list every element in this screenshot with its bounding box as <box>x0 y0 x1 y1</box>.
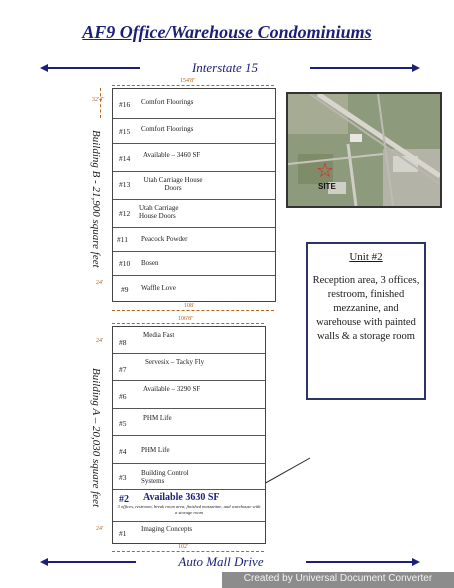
unit-tenant: Available 3630 SF <box>143 492 220 503</box>
aerial-site-map <box>286 92 442 208</box>
converter-watermark: Created by Universal Document Converter <box>222 572 454 588</box>
unit-number: #1 <box>119 529 127 538</box>
unit-tenant: Bosen <box>141 259 159 267</box>
unit-number: #11 <box>117 235 128 244</box>
unit-10[interactable] <box>113 251 275 276</box>
unit-tenant: Utah Carriage House Doors <box>143 176 203 192</box>
unit-4[interactable] <box>113 435 265 464</box>
unit-number: #13 <box>119 180 131 189</box>
road-top-label: Interstate 15 <box>191 60 259 75</box>
unit-number: #4 <box>119 447 127 456</box>
unit-tenant: Comfort Floorings <box>141 125 194 133</box>
unit-2[interactable] <box>113 489 265 522</box>
page-title: AF9 Office/Warehouse Condominiums <box>82 22 372 42</box>
unit-tenant: Peacock Powder <box>141 235 188 243</box>
building-b-label: Building B - 21,900 square feet <box>90 130 102 268</box>
unit-7[interactable] <box>113 353 265 381</box>
unit-number: #3 <box>119 473 127 482</box>
site-star-icon: ☆ <box>316 158 334 182</box>
unit-tenant: Waffle Love <box>141 284 176 292</box>
unit-12[interactable] <box>113 199 275 228</box>
unit-tenant: PHM Life <box>143 414 172 422</box>
road-bottom <box>40 554 420 570</box>
unit-number: #6 <box>119 392 127 401</box>
arrow-right-icon <box>412 64 420 72</box>
unit-tenant: PHM Life <box>141 446 170 454</box>
road-line-right <box>306 561 412 563</box>
arrow-right-icon <box>412 558 420 566</box>
road-line-right <box>310 67 412 69</box>
unit-tenant: Utah Carriage House Doors <box>139 204 179 220</box>
building-a-depth-bottom: 24' <box>96 526 104 532</box>
unit-number: #16 <box>119 100 131 109</box>
unit-number: #14 <box>119 154 131 163</box>
unit-number: #9 <box>121 285 129 294</box>
unit-number: #8 <box>119 338 127 347</box>
unit-9[interactable] <box>113 275 275 301</box>
unit-15[interactable] <box>113 118 275 144</box>
building-b-depth-bottom: 24' <box>96 280 104 286</box>
unit-tenant: Building Control Systems <box>141 469 189 485</box>
unit-6[interactable] <box>113 380 265 409</box>
arrow-left-icon <box>40 558 48 566</box>
building-b-width-bottom-line <box>112 310 274 311</box>
unit-14[interactable] <box>113 143 275 172</box>
unit-13[interactable] <box>113 171 275 200</box>
building-a-width-top: 106'8" <box>178 316 194 322</box>
building-b <box>112 88 276 302</box>
unit-number: #7 <box>119 365 127 374</box>
aerial-map-image <box>288 94 440 206</box>
unit-3[interactable] <box>113 463 265 490</box>
unit-number: #15 <box>119 127 131 136</box>
callout-heading: Unit #2 <box>349 251 383 263</box>
callout-body: Reception area, 3 offices, restroom, finished mezzanine, and warehouse with painted walls & a storage room <box>312 275 420 342</box>
unit-8[interactable] <box>113 327 265 354</box>
unit-5[interactable] <box>113 408 265 436</box>
unit-tenant: Imaging Concepts <box>141 525 193 533</box>
unit-tenant: Available – 3460 SF <box>143 151 201 159</box>
building-a <box>112 326 266 544</box>
road-line-left <box>48 67 140 69</box>
unit-number: #10 <box>119 259 131 268</box>
building-a-width-bottom: 102' <box>178 544 189 550</box>
unit-16[interactable] <box>113 89 275 119</box>
unit-1[interactable] <box>113 521 265 543</box>
unit-tenant: Available – 3290 SF <box>143 385 201 393</box>
road-line-left <box>48 561 136 563</box>
arrow-left-icon <box>40 64 48 72</box>
building-a-width-bottom-line <box>112 551 264 552</box>
unit-number: #12 <box>119 209 131 218</box>
unit-number: #2 <box>119 494 129 505</box>
road-top <box>40 60 420 76</box>
building-a-depth-top: 24' <box>96 338 104 344</box>
building-b-width-line <box>112 85 274 86</box>
building-b-width-top: 154'8" <box>180 78 196 84</box>
unit-tenant: Servesix – Tacky Fly <box>145 358 205 366</box>
site-label: SITE <box>318 182 336 191</box>
building-a-label: Building A – 20,030 square feet <box>90 368 102 508</box>
unit-11[interactable] <box>113 227 275 252</box>
building-b-width-bottom: 108' <box>184 303 195 309</box>
unit-number: #5 <box>119 419 127 428</box>
building-a-width-line <box>112 323 264 324</box>
road-bottom-label: Auto Mall Drive <box>178 554 264 569</box>
unit-2-callout <box>306 242 426 400</box>
unit-2-note: 3 offices, restroom, break room area, finished mezzanine, and warehouse with a storage room <box>117 504 261 515</box>
unit-tenant: Media Fast <box>143 331 175 339</box>
unit-tenant: Comfort Floorings <box>141 98 194 106</box>
building-b-depth-top: 32'4" <box>92 97 105 103</box>
building-b-depth-line <box>100 88 101 118</box>
